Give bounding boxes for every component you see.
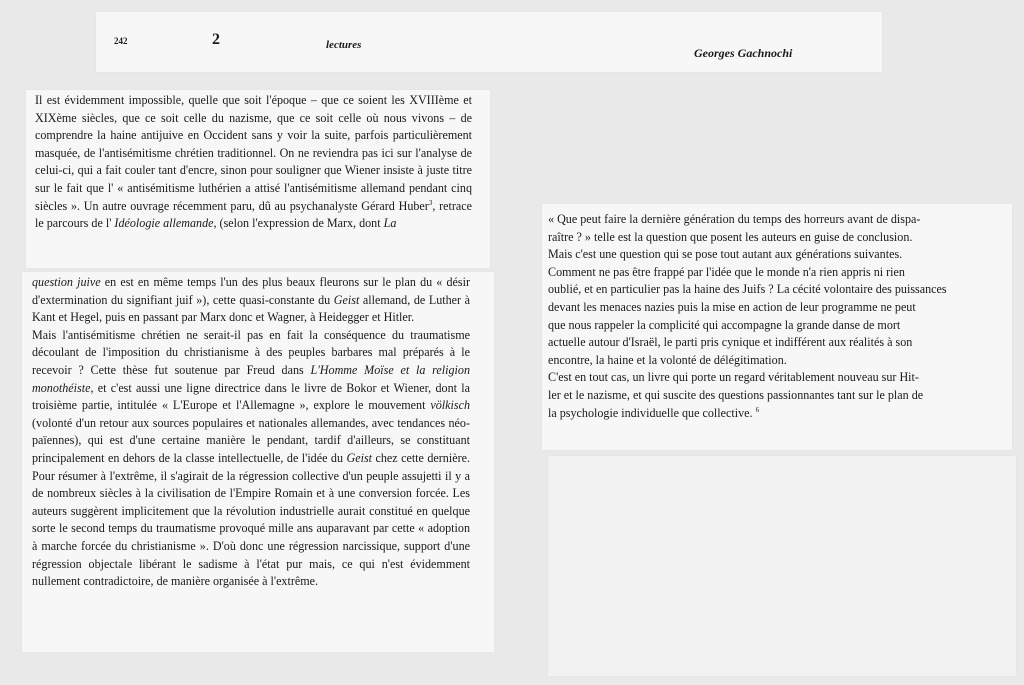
text-line-last (548, 405, 988, 423)
text-line: que nous rappeler la complicité qui accompagne la grande danse de mort (548, 317, 901, 332)
footnote-ref-6: 6 (755, 405, 760, 414)
italic-term: Geist (346, 450, 373, 465)
paragraph-text: Mais l'antisémitisme chrétien ne serait-il pas en fait la conséquence du traumatisme découlant de l'imposition du christianisme à des peuples barbares mal préparés à le recevoir ? Cette thèse fut soutenue par Freud dans (32, 327, 470, 377)
page-number: 242 (114, 36, 128, 46)
text-line: devant les menaces nazies puis la mise en action de leur programme ne peut (548, 299, 916, 314)
text-line: raître ? » telle est la question que posent les auteurs en guise de conclusion. (548, 229, 913, 244)
italic-title: question juive (32, 275, 101, 289)
paragraph-text: (volonté d'un retour aux sources populaires et nationales allemandes, avec tendances néo-païennes), qui est d'une certaine manière le pendant, tardif d'ailleurs, se constituant principalement en dehors de la classe intellectuelle, de l'idée du (32, 415, 470, 465)
paragraph-text: chez cette dernière. Pour résumer à l'extrême, il s'agirait de la régression collective d'un peuple assujetti il y a de nombreux siècles à la civilisation de l'Empire Romain et à une conversion forcée. Les auteurs suggèrent implicitement que la révolution industrielle aurait constitué en quelque sorte le second temps du traumatisme provoqué mille ans auparavant par cette « adoption à marche forcée du christianisme ». D'où donc une régression narcissique, support d'une régression objectale libérant le sadisme à l'état pur mais, ce qui n'est évidemment nullement contradictoire, de manière organisée à l'extrême. (32, 450, 471, 589)
text-line: Comment ne pas être frappé par l'idée que le monde n'a rien appris ni rien (548, 264, 905, 279)
italic-term: Geist (333, 292, 360, 307)
left-paragraph-2 (32, 274, 470, 591)
italic-term: völkisch (430, 398, 470, 413)
text-line: Mais c'est une question qui se pose tout autant aux générations suivantes. (548, 247, 903, 262)
right-paragraph (548, 211, 988, 422)
blank-clipping (548, 456, 1016, 676)
paragraph-text: , et c'est aussi une ligne directrice dans le livre de Bokor et Wiener, dont la troisième partie, intitulée « L'Europe et l'Allemagne », explore le mouvement (32, 380, 470, 413)
footnote-ref-3: 3 (428, 198, 433, 207)
italic-title: La (383, 216, 397, 231)
running-header-section: lectures (326, 39, 362, 51)
text-line: ler et le nazisme, et qui suscite des questions passionnantes tant sur le plan de (548, 387, 924, 402)
text-line: oublié, et en particulier pas la haine des Juifs ? La cécité volontaire des puissances (548, 282, 947, 297)
paragraph-text: Il est évidemment impossible, quelle que soit l'époque – que ce soient les XVIIIème et XIXème siècles, que ce soit celle du nazisme, que ce soit celle où nous vivons – de comprendre la haine antijuive en Occident sans y voir la suite, parfois particulièrement masquée, de l'antisémitisme chrétien traditionnel. On ne reviendra pas ici sur l'analyse de celui-ci, qui a fait couler tant d'encre, sinon pour souligner que Wiener insiste à juste titre sur le fait que l' « antisémitisme luthérien a attisé l'antisémitisme allemand pendant cinq siècles ». Un autre ouvrage récemment paru, dû au psychanalyste Gérard Huber (35, 93, 472, 213)
paragraph-text: allemand, de Luther à Kant et Hegel, puis en passant par Marx donc et Wagner, à Heidegger et Hitler. (32, 292, 470, 325)
text-line: encontre, la haine et la volonté de délégitimation. (548, 352, 787, 367)
paragraph-text: , (selon l'expression de Marx, dont (213, 216, 384, 231)
italic-title: L'Homme Moïse et la religion monothéiste (32, 362, 471, 395)
italic-title: Idéologie allemande (114, 216, 214, 231)
left-paragraph-1 (35, 92, 472, 233)
text-line: C'est en tout cas, un livre qui porte un regard véritablement nouveau sur Hit- (548, 370, 919, 385)
text-line: « Que peut faire la dernière génération du temps des horreurs avant de dispa- (548, 212, 921, 226)
text-line: la psychologie individuelle que collective. (548, 405, 753, 420)
running-header-author: Georges Gachnochi (694, 46, 793, 60)
paragraph-text: en est en même temps l'un des plus beaux fleurons sur le plan du « désir d'extermination du signifiant juif »), cette quasi-constante du (32, 275, 470, 307)
text-line: actuelle autour d'Israël, le parti pris cynique et indifférent aux réalités à son (548, 335, 913, 350)
paragraph-text: , retrace le parcours de l' (35, 198, 473, 231)
handwritten-mark: 2 (212, 31, 220, 48)
